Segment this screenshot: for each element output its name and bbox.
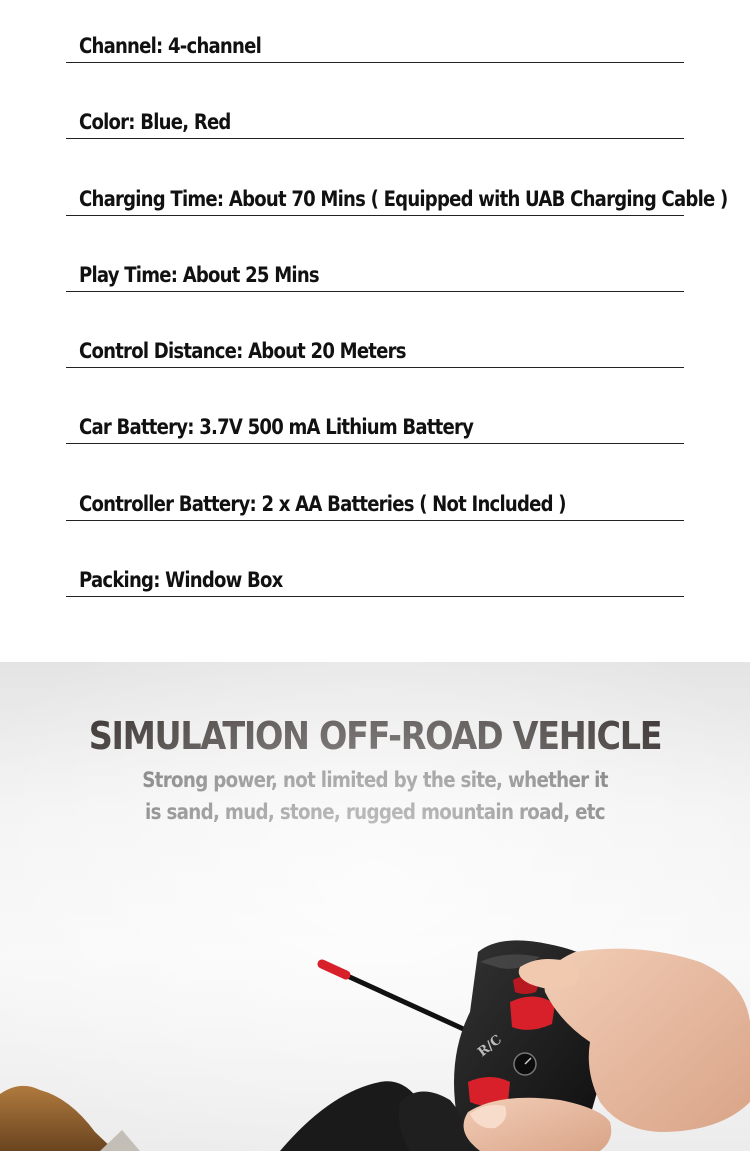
- spec-channel: Channel: 4-channel: [79, 34, 261, 58]
- spec-charging-time: Charging Time: About 70 Mins ( Equipped with UAB Charging Cable ): [79, 187, 728, 211]
- spec-row-control-distance: [66, 327, 684, 368]
- spec-play-time: Play Time: About 25 Mins: [79, 263, 319, 287]
- spec-row-channel: [66, 22, 684, 63]
- spec-row-controller-battery: [66, 480, 684, 521]
- spec-row-charging-time: [66, 175, 728, 216]
- spec-control-distance: Control Distance: About 20 Meters: [79, 339, 406, 363]
- spec-row-packing: [66, 556, 684, 597]
- spec-controller-battery: Controller Battery: 2 x AA Batteries ( Not Included ): [79, 492, 566, 516]
- spec-row-color: [66, 98, 684, 139]
- spec-packing: Packing: Window Box: [79, 568, 283, 592]
- spec-row-car-battery: [66, 403, 684, 444]
- remote-control-illustration: [0, 662, 750, 1151]
- hero-banner: [0, 662, 750, 1151]
- spec-row-play-time: [66, 251, 684, 292]
- rc-label: R/C: [475, 1032, 505, 1061]
- spec-color: Color: Blue, Red: [79, 110, 231, 134]
- spec-car-battery: Car Battery: 3.7V 500 mA Lithium Battery: [79, 415, 474, 439]
